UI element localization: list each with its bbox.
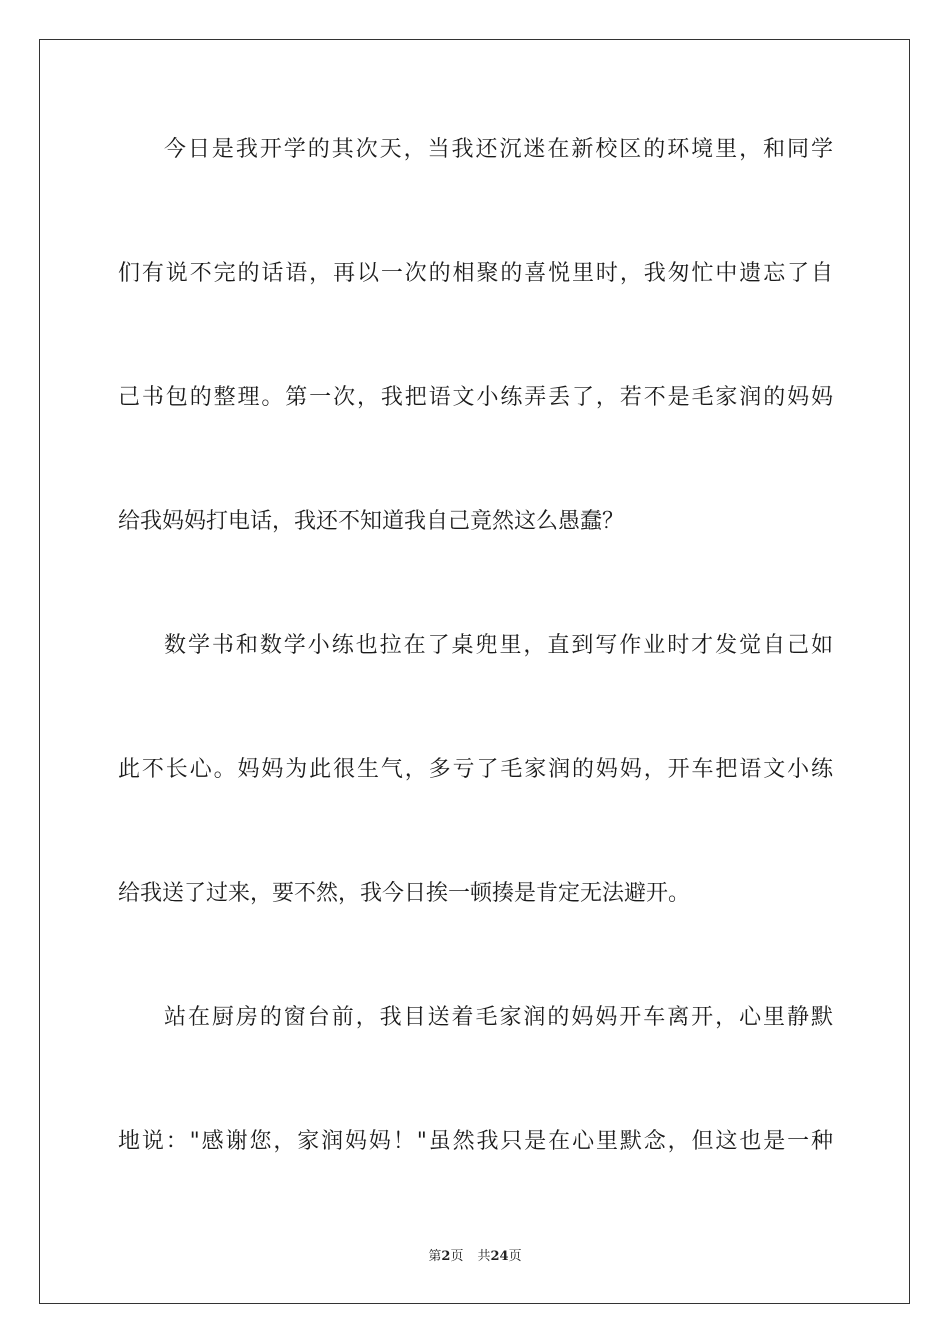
footer-total-pages: 24 [490, 1249, 509, 1264]
page-footer [0, 1248, 950, 1266]
paragraph-line: 给我妈妈打电话，我还不知道我自己竟然这么愚蠢？ [118, 509, 625, 534]
footer-total-suffix: 页 [508, 1249, 522, 1264]
paragraph-line: 今日是我开学的其次天，当我还沉迷在新校区的环境里，和同学 [164, 137, 833, 162]
paragraph-line: 地说："感谢您，家润妈妈！"虽然我只是在心里默念，但这也是一种 [118, 1129, 833, 1154]
paragraph-line: 数学书和数学小练也拉在了桌兜里，直到写作业时才发觉自己如 [164, 633, 833, 658]
footer-total-prefix: 共 [477, 1249, 491, 1264]
paragraph-line: 给我送了过来，要不然，我今日挨一顿揍是肯定无法避开。 [118, 881, 691, 906]
paragraph-line: 站在厨房的窗台前，我目送着毛家润的妈妈开车离开，心里静默 [164, 1005, 833, 1030]
page-border [39, 39, 910, 1304]
footer-page-suffix: 页 [450, 1249, 464, 1264]
footer-page-number: 2 [441, 1249, 451, 1264]
paragraph-line: 此不长心。妈妈为此很生气，多亏了毛家润的妈妈，开车把语文小练 [118, 757, 833, 782]
paragraph-line: 们有说不完的话语，再以一次的相聚的喜悦里时，我匆忙中遗忘了自 [118, 261, 833, 286]
paragraph-line: 己书包的整理。第一次，我把语文小练弄丢了，若不是毛家润的妈妈 [118, 385, 833, 410]
footer-page-prefix: 第 [428, 1249, 442, 1264]
